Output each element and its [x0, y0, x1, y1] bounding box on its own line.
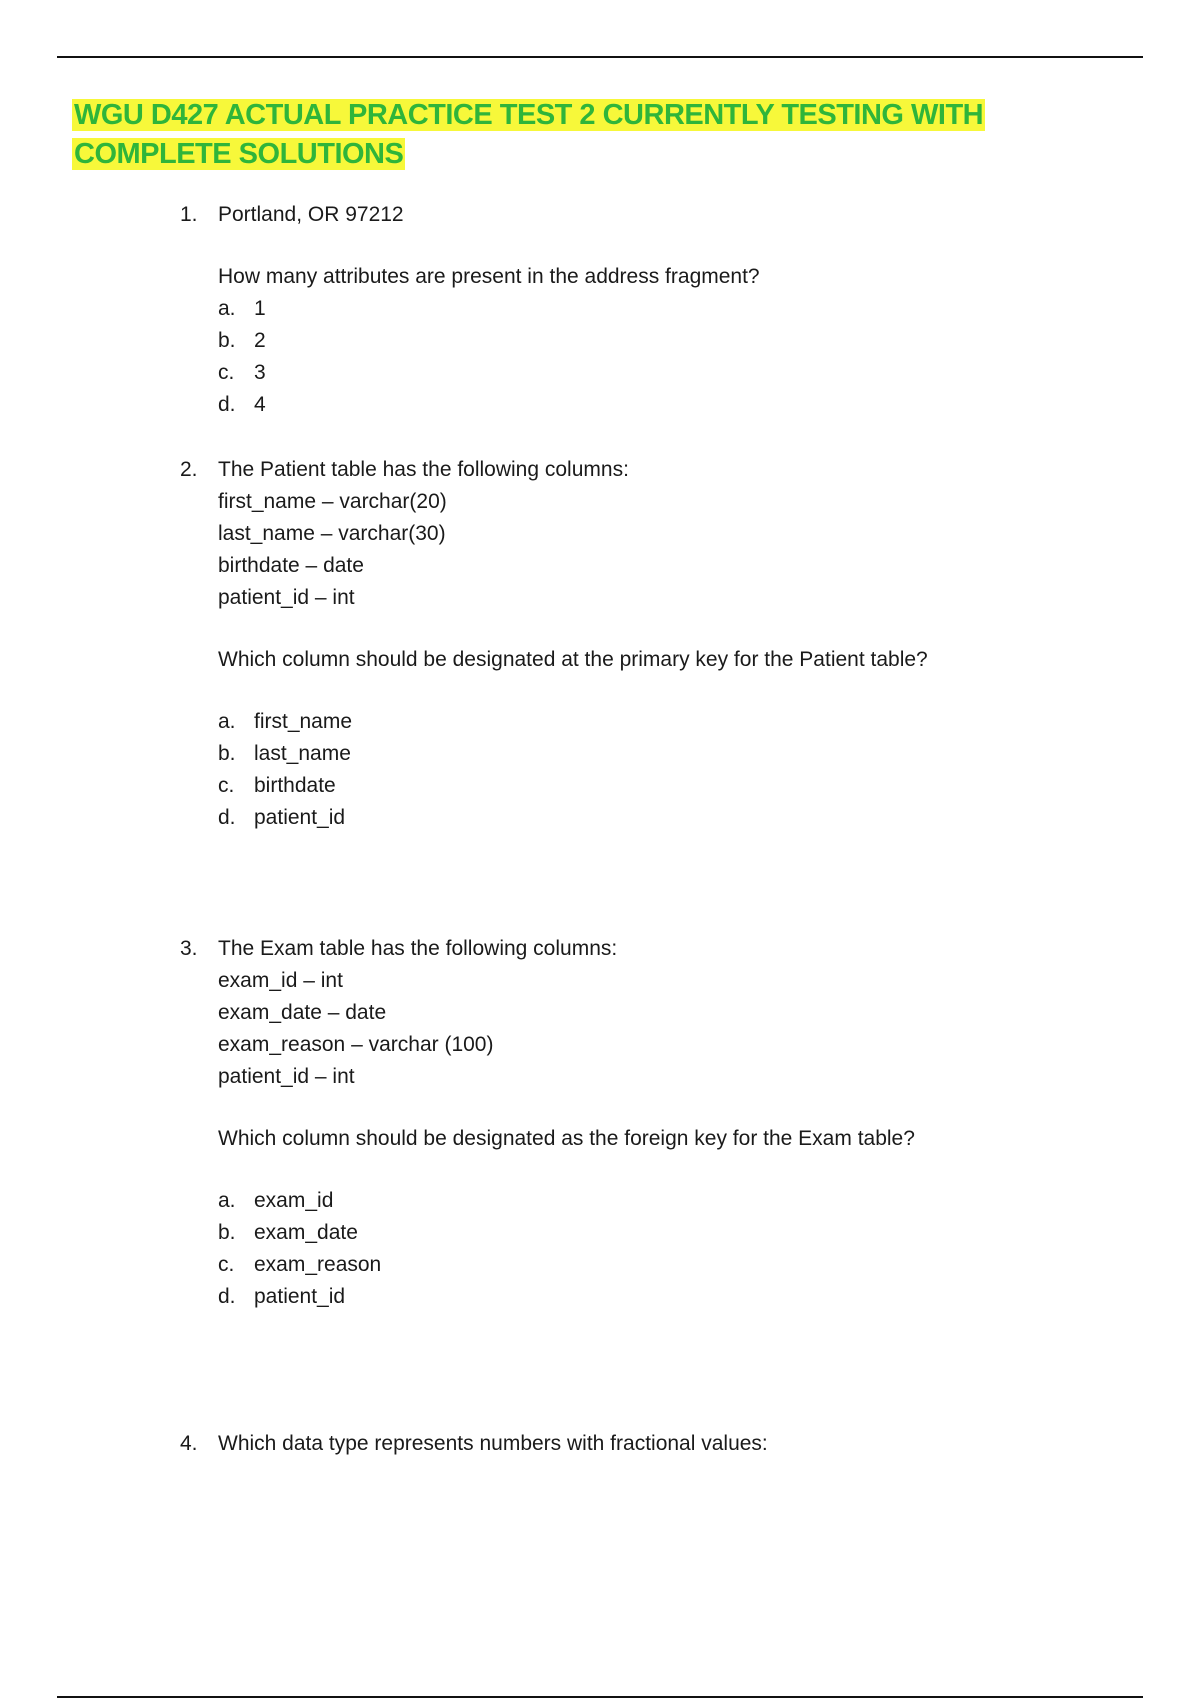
answer-option-d[interactable] — [218, 389, 1080, 421]
option-text: 4 — [254, 393, 266, 416]
option-letter: b. — [218, 742, 236, 765]
answer-option-d[interactable] — [218, 802, 1080, 834]
answer-option-c[interactable] — [218, 357, 1080, 389]
option-letter: d. — [218, 393, 236, 416]
option-letter: d. — [218, 806, 236, 829]
option-text: last_name — [254, 742, 351, 765]
question-2 — [180, 454, 1080, 834]
question-line: The Patient table has the following columns: — [218, 458, 629, 481]
option-letter: a. — [218, 1189, 236, 1212]
option-letter: c. — [218, 774, 235, 797]
option-text: exam_reason — [254, 1253, 382, 1276]
answer-option-a[interactable] — [218, 293, 1080, 325]
option-text: patient_id — [254, 806, 346, 829]
question-4 — [180, 1428, 1080, 1460]
option-text: 3 — [254, 361, 266, 384]
option-letter: d. — [218, 1285, 236, 1308]
bottom-rule — [57, 1696, 1143, 1698]
option-letter: a. — [218, 710, 236, 733]
answer-option-c[interactable] — [218, 770, 1080, 802]
option-letter: c. — [218, 1253, 235, 1276]
option-text: exam_id — [254, 1189, 334, 1212]
top-rule — [57, 56, 1143, 58]
column-definition: patient_id – int — [218, 1065, 355, 1088]
question-prompt: Which column should be designated as the foreign key for the Exam table? — [218, 1127, 915, 1150]
question-prompt: How many attributes are present in the address fragment? — [218, 265, 760, 288]
column-definition: patient_id – int — [218, 586, 355, 609]
question-number: 3. — [180, 937, 198, 960]
option-text: first_name — [254, 710, 353, 733]
column-definition: exam_reason – varchar (100) — [218, 1033, 494, 1056]
option-text: 2 — [254, 329, 266, 352]
document-title — [72, 96, 1132, 174]
question-number: 4. — [180, 1432, 198, 1455]
answer-option-b[interactable] — [218, 325, 1080, 357]
option-letter: b. — [218, 329, 236, 352]
question-line: Which data type represents numbers with fractional values: — [218, 1432, 768, 1455]
answer-option-d[interactable] — [218, 1281, 1080, 1313]
option-letter: b. — [218, 1221, 236, 1244]
answer-option-a[interactable] — [218, 706, 1080, 738]
answer-option-c[interactable] — [218, 1249, 1080, 1281]
question-number: 2. — [180, 458, 198, 481]
answer-option-a[interactable] — [218, 1185, 1080, 1217]
option-text: birthdate — [254, 774, 336, 797]
answer-option-b[interactable] — [218, 738, 1080, 770]
option-letter: a. — [218, 297, 236, 320]
question-line: The Exam table has the following columns: — [218, 937, 618, 960]
option-text: 1 — [254, 297, 266, 320]
question-number: 1. — [180, 203, 198, 226]
option-text: patient_id — [254, 1285, 346, 1308]
column-definition: birthdate – date — [218, 554, 364, 577]
answer-option-b[interactable] — [218, 1217, 1080, 1249]
question-line: Portland, OR 97212 — [218, 203, 404, 226]
question-1 — [180, 199, 1080, 421]
question-3 — [180, 933, 1080, 1313]
option-text: exam_date — [254, 1221, 358, 1244]
column-definition: exam_id – int — [218, 969, 343, 992]
column-definition: first_name – varchar(20) — [218, 490, 447, 513]
column-definition: exam_date – date — [218, 1001, 387, 1024]
question-prompt: Which column should be designated at the primary key for the Patient table? — [218, 648, 928, 671]
option-letter: c. — [218, 361, 235, 384]
document-title-text: WGU D427 ACTUAL PRACTICE TEST 2 CURRENTLY TESTING WITH COMPLETE SOLUTIONS — [74, 99, 984, 170]
column-definition: last_name – varchar(30) — [218, 522, 446, 545]
